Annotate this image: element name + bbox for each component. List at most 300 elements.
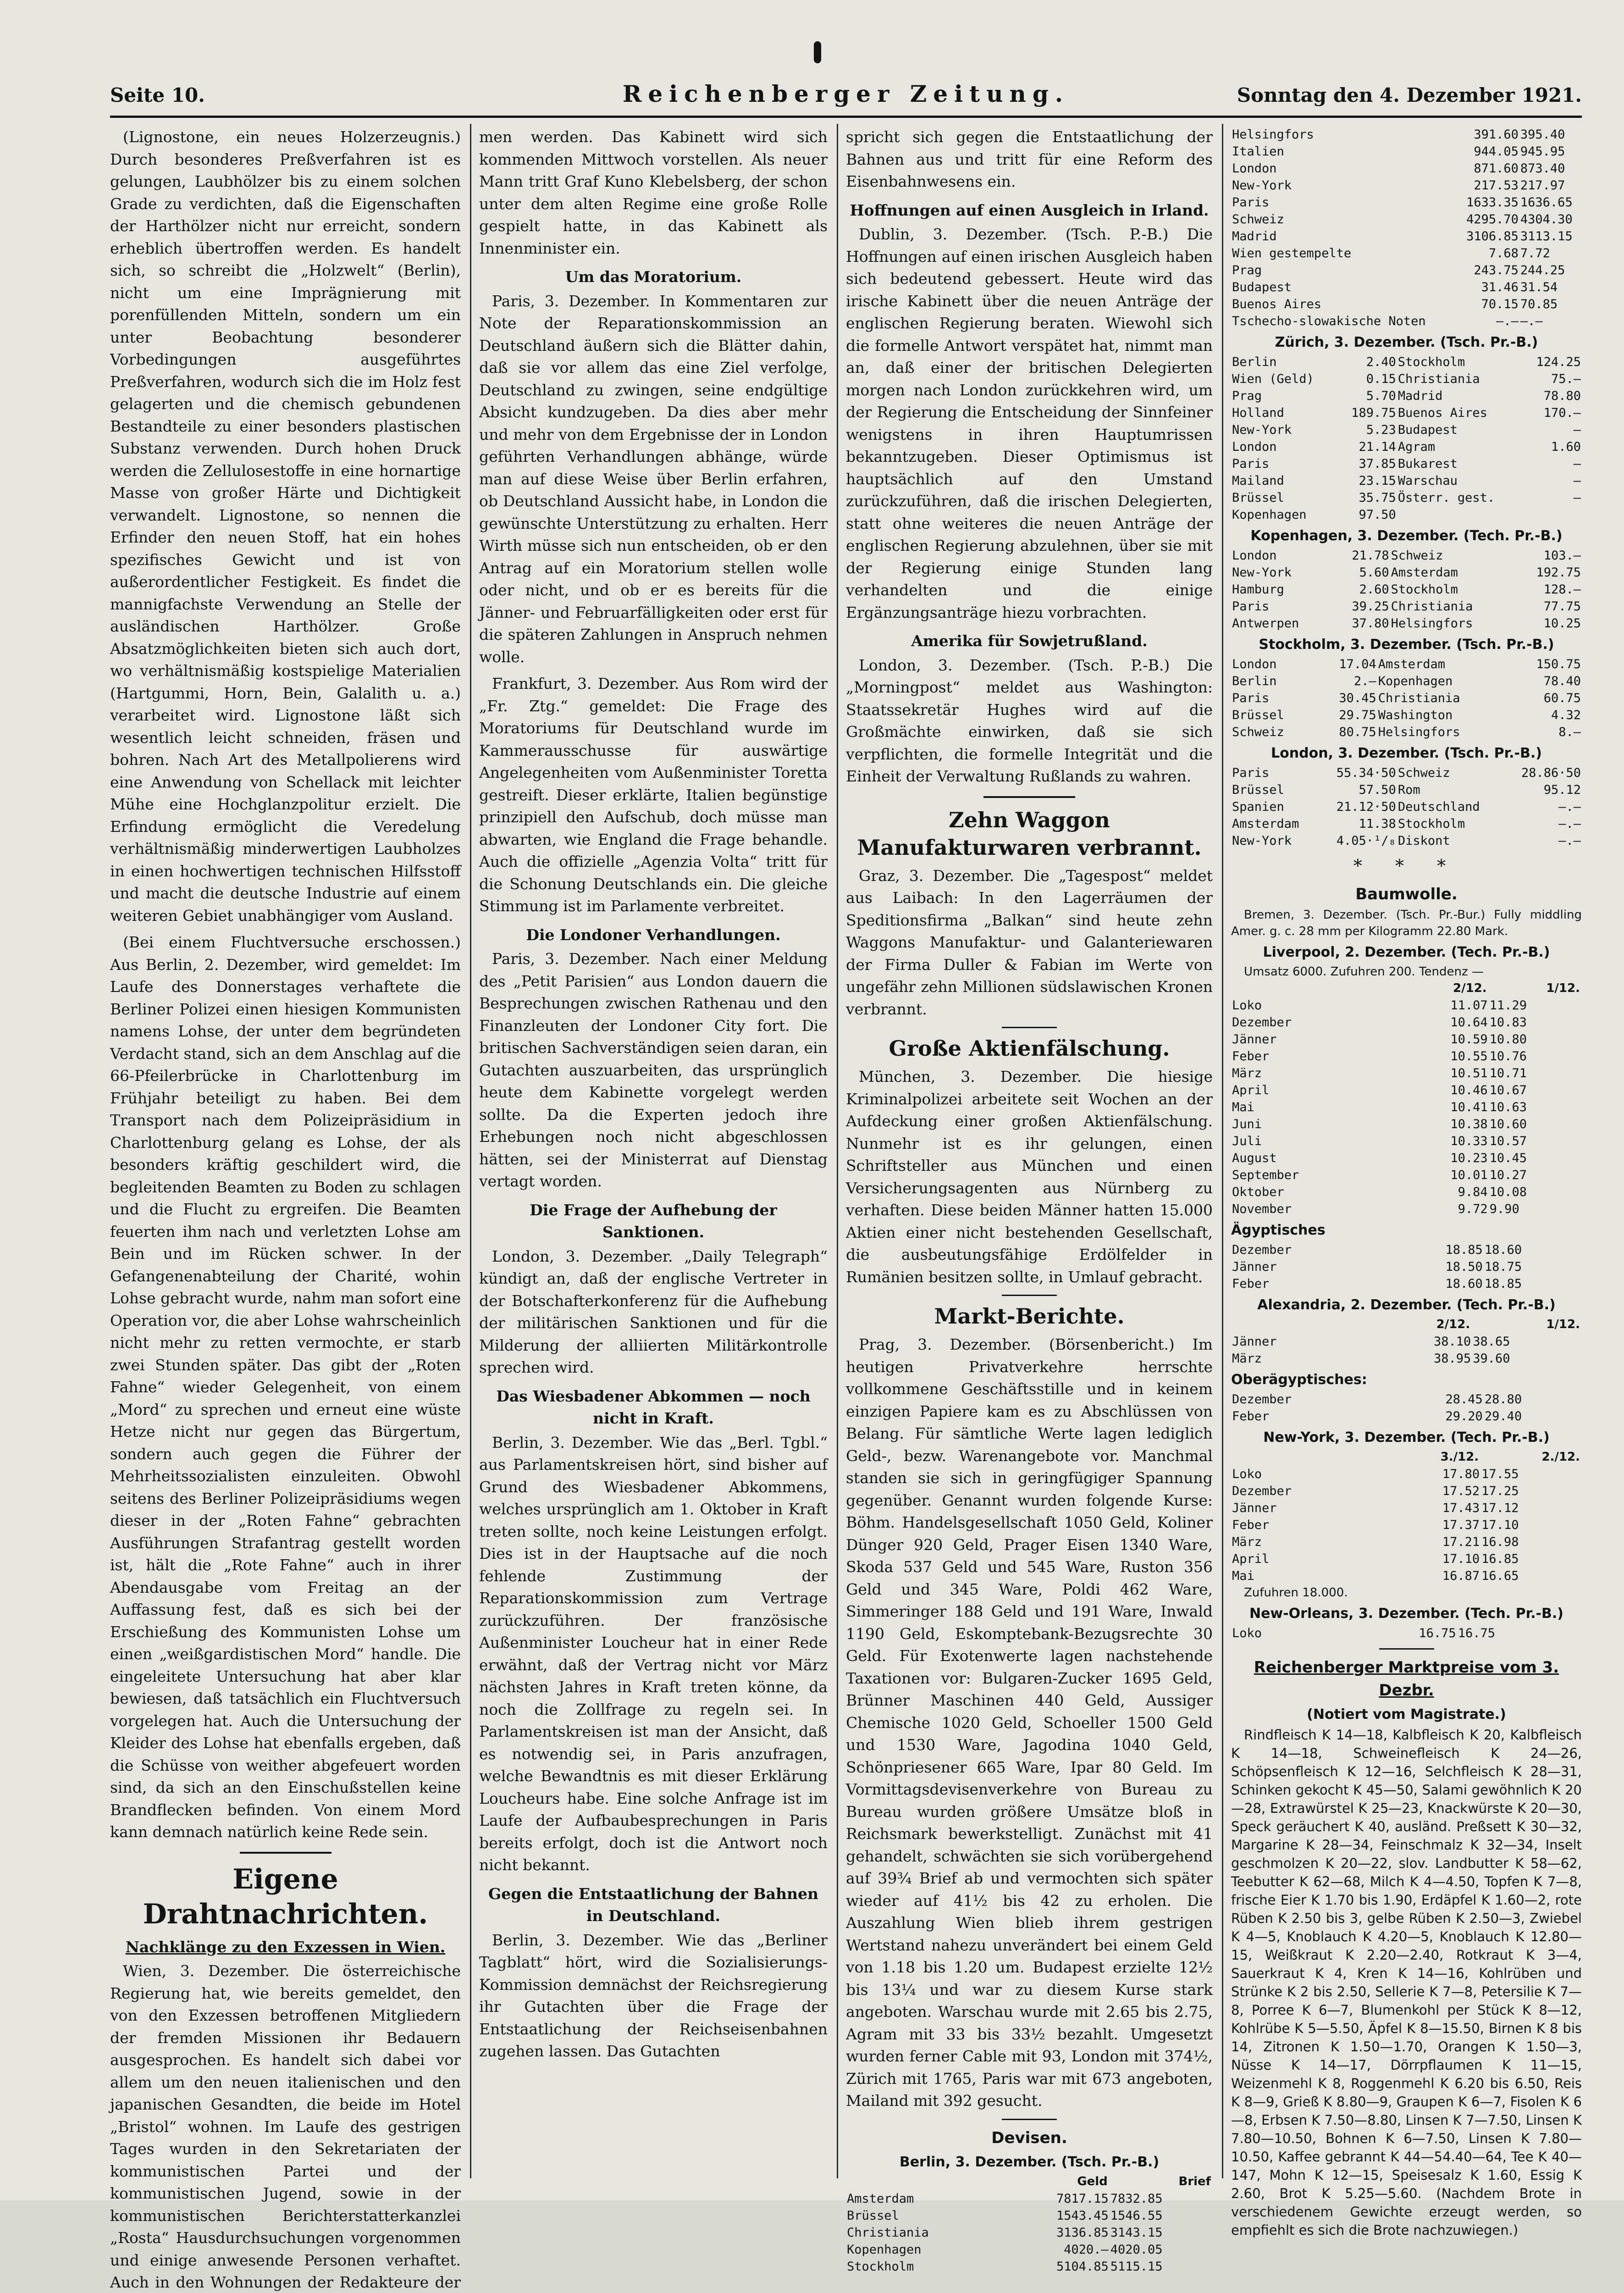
table-row [1231,455,1582,472]
table-header: 2./12. [1541,1450,1580,1464]
table-row [1231,177,1582,194]
table-cell: 16.87 [1442,1568,1480,1583]
table-cell: Agram [1398,440,1436,454]
table-cell: Kopenhagen [1232,508,1307,522]
article-heading: Gegen die Entstaatlichung der Bahnen in Deutschland. [488,1884,818,1925]
table-row [1231,1333,1582,1350]
table-cell: 10.46 [1450,1083,1488,1097]
marktpreise-sub: (Notiert vom Magistrate.) [1307,1706,1506,1723]
table-row [1231,1483,1582,1500]
table-row [1231,228,1582,245]
table-cell: 17.37 [1442,1518,1480,1532]
article-heading: Die Frage der Aufhebung der Sanktionen. [530,1201,777,1241]
table-cell: 4020.— [1064,2242,1109,2257]
table-cell: Feber [1232,1049,1270,1063]
table-row [1231,581,1582,598]
table-cell: 124.25 [1536,355,1581,369]
table-cell: 18.60 [1484,1242,1522,1257]
table-row [1231,656,1582,673]
table-cell: London [1232,548,1277,563]
table-cell: Helsingfors [1232,127,1314,142]
table-row [1231,1099,1582,1116]
table-cell: 9.90 [1489,1202,1519,1216]
table-cell: 217.53 [1474,178,1519,193]
table-cell: Wien (Geld) [1232,372,1314,386]
table-cell: 3106.85 [1466,229,1519,244]
table-cell: 10.59 [1450,1032,1488,1047]
table-cell: Christiania [1398,372,1480,386]
table-cell: Jänner [1232,1259,1277,1274]
table-cell: 11.38 [1359,817,1396,831]
divider [1002,1027,1057,1028]
table-row [1231,388,1582,404]
table-cell: Feber [1232,1276,1270,1291]
table-cell: April [1232,1083,1270,1097]
table-cell: Helsingfors [1391,616,1473,631]
devisen-title: Berlin, 3. Dezember. (Tsch. Pr.-B.) [899,2154,1160,2170]
table-row [1231,832,1582,849]
table-cell: New-York [1232,178,1292,193]
table-cell: 97.50 [1359,508,1396,522]
table-cell: 39.60 [1473,1351,1510,1366]
kopenhagen-table [1231,547,1582,632]
newspaper-title: Reichenberger Zeitung. [622,80,1070,107]
table-row [1231,472,1582,489]
table-cell: August [1232,1151,1277,1165]
table-cell: 871.60 [1474,161,1519,176]
table-cell: 10.71 [1489,1066,1527,1080]
table-cell: Stockholm [847,2259,914,2274]
column-rule [470,124,471,2178]
table-cell: Dezember [1232,1484,1292,1498]
section-heading: Zehn Waggon Manufakturwaren verbrannt. [857,807,1202,860]
table-cell: Budapest [1232,280,1292,294]
table-cell: Jänner [1232,1032,1277,1047]
oberaegyptisches-table [1231,1391,1582,1425]
table-row [1231,1201,1582,1218]
table-cell: 391.60 [1474,127,1519,142]
table-row [1231,564,1582,581]
article-heading: Das Wiesbadener Abkommen — noch nicht in Kraft. [496,1387,811,1427]
table-row [1231,798,1582,815]
table-row [1231,1048,1582,1065]
table-header [846,2173,1006,2190]
table-cell: New-York [1232,834,1292,848]
table-cell: Juni [1232,1117,1262,1131]
table-row [1231,1258,1582,1275]
table-row [1231,262,1582,279]
table-cell: 18.75 [1484,1259,1522,1274]
table-cell: Amsterdam [1391,565,1458,580]
table-cell: Loko [1232,1626,1262,1640]
table-row [1231,1500,1582,1517]
table-cell: Dezember [1232,1015,1292,1030]
column-1 [110,126,461,2291]
article-text: Frankfurt, 3. Dezember. Aus Rom wird der „Fr. Ztg.“ gemeldet: Die Frage des Moratoriums für Deutschland wurde im Kammerausschusse für auswärtige Angelegenheiten vom Außenminister Toretta gestreift. Dieser erklärte, Italien begünstige prinzipiell den Aufschub, doch müsse man abwarten, wie England die Frage behandle. Auch die offizielle „Agenzia Volta“ tritt für die Schonung Deutschlands ein. Die gleiche Stimmung ist im Parlamente verbreitet. [479,675,828,915]
table-row [1231,1534,1582,1551]
table-header: 1/12. [1546,1317,1580,1331]
table-cell: 243.75 [1474,263,1519,277]
table-cell: Spanien [1232,800,1284,814]
table-cell: 3143.15 [1110,2225,1163,2240]
table-row [1231,690,1582,707]
table-cell: 55.34·50 [1336,766,1396,780]
table-cell: Schweiz [1391,548,1443,563]
table-cell: 944.05 [1474,144,1519,159]
table-cell: 1633.35 [1466,195,1519,210]
table-cell: 18.60 [1445,1276,1483,1291]
table-cell: Buenos Aires [1232,297,1322,311]
table-cell: 9.84 [1458,1185,1488,1199]
table-cell: Kopenhagen [847,2242,922,2257]
table-header: 3./12. [1440,1450,1479,1464]
table-cell: 10.67 [1489,1083,1527,1097]
table-cell: Buenos Aires [1398,406,1487,420]
page-header [110,80,1582,112]
table-cell: 170.— [1543,406,1581,420]
table-row [1231,1167,1582,1184]
table-cell: 17.12 [1481,1501,1519,1515]
article-heading: Nachklänge zu den Exzessen in Wien. [125,1938,446,1956]
table-cell: 17.21 [1442,1534,1480,1549]
table-cell: —.— [1496,314,1519,328]
table-header [1231,1316,1362,1333]
table-cell: Christiania [847,2225,929,2240]
divider [1379,1648,1434,1650]
kopenhagen-title: Kopenhagen, 3. Dezember. (Tech. Pr.-B.) [1250,528,1563,544]
table-cell: 16.75 [1458,1626,1495,1640]
table-cell: Christiania [1378,691,1460,705]
column-2 [479,126,828,2176]
liverpool-table [1231,980,1582,1218]
table-cell: Wien gestempelte [1232,246,1352,260]
alexandria-table [1231,1316,1582,1367]
table-cell: Mailand [1232,474,1284,488]
table-row [1231,506,1582,523]
table-header-row [1231,1316,1582,1333]
divider [1002,1295,1057,1296]
table-row [1231,1184,1582,1201]
table-cell: 75.— [1551,372,1581,386]
table-cell: 17.52 [1442,1484,1480,1498]
table-cell: 10.51 [1450,1066,1488,1080]
stockholm-table [1231,656,1582,741]
table-cell: 16.75 [1419,1626,1456,1640]
table-row [1231,724,1582,741]
table-cell: 217.97 [1520,178,1565,193]
table-row [1231,1014,1582,1031]
table-cell: 78.40 [1543,674,1581,688]
column-4 [1231,126,1582,2238]
table-cell: 128.— [1543,582,1581,597]
table-row [1231,1031,1582,1048]
marktpreise-heading: Reichenberger Marktpreise vom 3. Dezbr. [1254,1658,1559,1700]
table-cell: Madrid [1398,389,1443,403]
table-header: Brief [1178,2174,1211,2188]
table-cell: Loko [1232,1467,1262,1481]
table-cell: 95.12 [1543,783,1581,797]
table-cell: 17.10 [1442,1551,1480,1566]
devisen-heading: Devisen. [991,2128,1067,2147]
table-row [1231,781,1582,798]
table-cell: 103.— [1543,548,1581,563]
table-cell: 4295.70 [1466,212,1519,227]
table-cell: 16.98 [1481,1534,1519,1549]
header-rule [110,116,1582,118]
table-cell [1523,506,1582,523]
table-cell: 38.65 [1473,1334,1510,1349]
table-cell: April [1232,1551,1270,1566]
article-text: London, 3. Dezember. (Tsch. P.-B.) Die „Morningpost“ meldet aus Washington: Staatssekretär Hughes wird auf die Großmächte einwirken, daß sie sich verpflichten, die formelle Integrität und die Einheit der Verwaltung Rußlands zu wahren. [846,656,1213,785]
table-header: 1/12. [1546,981,1580,995]
table-row [1231,438,1582,455]
table-cell: Schweiz [1232,725,1284,739]
article-heading: Amerika für Sowjetrußland. [911,632,1148,650]
table-row [1231,143,1582,160]
table-cell: Mai [1232,1100,1254,1114]
table-cell: 192.75 [1536,565,1581,580]
devisen-table [846,2173,1213,2275]
table-cell: —.— [1558,800,1581,814]
table-cell: 18.50 [1445,1259,1483,1274]
table-row [1231,997,1582,1014]
table-cell: 78.80 [1543,389,1581,403]
table-cell: —.— [1558,817,1581,831]
table-cell: Hamburg [1232,582,1284,597]
table-row [1231,313,1582,330]
table-row [846,2224,1213,2241]
article-text: Paris, 3. Dezember. In Kommentaren zur Note der Reparationskommission an Deutschland äußern sich die Blätter dahin, daß sie vor allem das eine Ziel verfolge, Deutschland zu zwingen, seine endgültige Absicht kundzugeben. Da dies aber mehr und mehr von dem Ergebnisse der in London geführten Verhandlungen abhänge, würde man auf diese Weise über Berlin erfahren, ob Deutschland Aussicht habe, in London die gewünschte Unterstützung zu erhalten. Herr Wirth müsse sich nun entscheiden, ob er den Antrag auf ein Moratorium stellen wolle oder nicht, und ob er es bereits für die Jänner- und Februarfälligkeiten oder erst für die späteren Zahlungen in Anspruch nehmen wolle. [479,292,828,666]
table-cell: Helsingfors [1378,725,1460,739]
table-cell: 10.25 [1543,616,1581,631]
table-cell: Feber [1232,1518,1270,1532]
table-cell: März [1232,1351,1262,1366]
table-cell: 4020.05 [1110,2242,1163,2257]
table-cell: 7.68 [1488,246,1519,260]
table-cell: Stockholm [1398,817,1465,831]
table-row [1231,1551,1582,1567]
table-cell: 1636.65 [1520,195,1573,210]
table-cell: 10.63 [1489,1100,1527,1114]
table-cell: 10.55 [1450,1049,1488,1063]
table-cell: London [1232,657,1277,671]
table-row [1231,126,1582,143]
table-cell: 77.75 [1543,599,1581,614]
table-row [1231,489,1582,506]
table-cell: Paris [1232,691,1270,705]
table-cell: Italien [1232,144,1284,159]
table-cell: Tschecho-slowakische Noten [1232,314,1426,328]
table-row [1231,764,1582,781]
table-cell: 17.80 [1442,1467,1480,1481]
article-fluchtversuch: (Bei einem Fluchtversuche erschossen.) Aus Berlin, 2. Dezember, wird gemeldet: Im Laufe des Donnerstages verhaftete die Berliner Polizei einen hiesigen Kommunisten namens Lohse, der unter dem begründeten Verdacht stand, sich an dem Anschlag auf die 66-Pfeilerbrücke in Charlottenburg im Frühjahr beteiligt zu haben. Bei dem Transport nach dem Polizeipräsidium in Charlottenburg gelang es Lohse, der als besonders kräftig geschildert wird, die begleitenden Beamten zu Boden zu schlagen und die Flucht zu ergreifen. Die Beamten feuerten ihm nach und verletzten Lohse am Bein und im Rücken schwer. In der Gefangenenabteilung der Charité, wohin Lohse gebracht wurde, nahm man sofort eine Operation vor, die aber Lohse wahrscheinlich nicht mehr zu retten vermochte, er starb zwei Stunden später. Das gibt der „Roten Fahne“ wieder Gelegenheit, von einem „Mord“ zu sprechen und erneut eine wüste Hetze nicht nur gegen das Bürgertum, sondern auch gegen die Führer der Mehrheitssozialisten einzuleiten. Obwohl seitens des Berliner Polizeipräsidiums wegen dieser in der „Roten Fahne“ gebrachten Ausführungen Strafantrag gestellt worden ist, hält die „Rote Fahne“ auch in ihrer Abendausgabe vom Freitag an der Auffassung fest, daß es sich bei der Erschießung des Kommunisten Lohse um einen „weißgardistischen Mord“ handle. Die eingeleitete Untersuchung hat aber klar bewiesen, daß tatsächlich ein Fluchtversuch vorgelegen hat. Auch die Untersuchung der Kleider des Lohse hat ebenfalls ergeben, daß die Schüsse von weither abgefeuert worden sind, da sich an den Einschußstellen keine Brandflecken befinden. Von einem Mord kann demnach natürlich keine Rede sein. [110,933,461,1841]
table-cell: 4.05·¹/₈ [1336,834,1396,848]
article-text: München, 3. Dezember. Die hiesige Kriminalpolizei arbeitete seit Wochen an der Aufdeckung einer großen Aktienfälschung. Nunmehr ist es ihr gelungen, einen Schriftsteller aus München und einen Versicherungsagenten aus Nürnberg zu verhaften. Diese beiden Männer hatten 15.000 Aktien einer nicht bestehenden Gesellschaft, die ausbeutungsfähige Erdölfelder in Rumänien besitzen sollte, in Umlauf gebracht. [846,1068,1213,1286]
table-cell: 30.45 [1339,691,1376,705]
table-cell: 28.45 [1445,1392,1483,1407]
table-cell: Schweiz [1398,766,1450,780]
table-cell: Paris [1232,599,1270,614]
article-text: Wien, 3. Dezember. Die österreichische Regierung hat, wie bereits gemeldet, den von den Exzessen betroffenen Mitgliedern der fremden Missionen ihr Bedauern ausgesprochen. Es handelt sich dabei vor allem um den neuen italienischen und den japanischen Gesandten, die beide im Hotel „Bristol“ wohnen. Im Laufe des gestrigen Tages wurden in den Sekretariaten der kommunistischen Partei und der kommunistischen Jugend, sowie in der kommunistischen Berichterstatterkanzlei „Rosta“ Hausdurchsuchungen vorgenommen und einige anwesende Personen verhaftet. Auch in den Wohnungen der Redakteure der [110,1962,461,2291]
table-cell: 28.80 [1484,1392,1522,1407]
table-cell: Kopenhagen [1378,674,1453,688]
liverpool-sub: Umsatz 6000. Zufuhren 200. Tendenz — [1244,964,1484,979]
table-cell: 18.85 [1445,1242,1483,1257]
table-cell: 29.20 [1445,1409,1483,1423]
table-cell: 395.40 [1520,127,1565,142]
stars-divider: * * * [1353,856,1460,876]
table-cell: 21.14 [1359,440,1396,454]
table-header-row [1231,980,1582,997]
table-cell: 28.86·50 [1521,766,1581,780]
table-row [1231,211,1582,228]
table-cell: Dezember [1232,1242,1292,1257]
table-row [1231,1116,1582,1133]
table-cell: 29.75 [1339,708,1376,722]
table-header: 2/12. [1453,981,1487,995]
section-heading: Eigene Drahtnachrichten. [143,1863,428,1930]
table-row [846,2258,1213,2275]
table-cell: Paris [1232,457,1270,471]
issue-date: Sonntag den 4. Dezember 1921. [1237,84,1582,106]
table-cell: 10.01 [1450,1168,1488,1182]
article-text: Graz, 3. Dezember. Die „Tagespost“ meldet aus Laibach: In den Lagerräumen der Speditionsfirma „Balkan“ sind heute zehn Waggons Manufaktur- und Galanteriewaren der Firma Duller & Fabian im Werte von ungefähr zehn Millionen südslawischen Kronen verbrannt. [846,866,1213,1018]
table-cell: 3136.85 [1056,2225,1109,2240]
divider [983,796,1075,798]
table-cell: 31.54 [1520,280,1558,294]
table-cell: 17.25 [1481,1484,1519,1498]
table-cell: Holland [1232,406,1284,420]
article-heading: Hoffnungen auf einen Ausgleich in Irland. [850,201,1209,219]
table-cell: Prag [1232,263,1262,277]
table-cell: 10.38 [1450,1117,1488,1131]
table-cell: 16.65 [1481,1568,1519,1583]
article-text: Berlin, 3. Dezember. Wie das „Berliner Tagblatt“ hört, wird die Sozialisierungs-Kommission demnächst der Reichsregierung ihr Gutachten über die Frage der Entstaatlichung der Reichseisenbahnen zugehen lassen. Das Gutachten [479,1931,828,2060]
table-row [1231,371,1582,388]
table-cell: 7832.85 [1110,2191,1163,2206]
table-header [1231,980,1395,997]
table-cell: März [1232,1066,1262,1080]
table-row [1231,1408,1582,1425]
table-cell: 1543.45 [1056,2208,1109,2223]
page-number: Seite 10. [110,84,205,106]
table-cell: 10.57 [1489,1134,1527,1148]
article-heading: Um das Moratorium. [565,268,742,286]
table-row [1231,1082,1582,1099]
article-text: London, 3. Dezember. „Daily Telegraph“ kündigt an, daß der englische Vertreter in der Botschafterkonferenz für die Aufhebung der militärischen Sanktionen und für die Milderung der alliierten Militärkontrolle sprechen wird. [479,1247,828,1376]
table-cell: 873.40 [1520,161,1565,176]
table-cell: Amsterdam [1378,657,1445,671]
table-cell: 10.41 [1450,1100,1488,1114]
table-cell: 5115.15 [1110,2259,1163,2274]
table-cell: Berlin [1232,674,1277,688]
table-row [1231,1150,1582,1167]
table-cell: 10.80 [1489,1032,1527,1047]
table-cell: Brüssel [1232,708,1284,722]
article-text: Paris, 3. Dezember. Nach einer Meldung des „Petit Parisien“ aus London dauern die Besprechungen zwischen Rathenau und den Finanzleuten der Londoner City fort. Die britischen Sachverständigen seien daran, ein Gutachten auszuarbeiten, das ursprünglich heute dem Kabinette vorgelegt werden sollte. Da die Experten jedoch ihre Erhebungen noch nicht abgeschlossen hätten, sei der Ministerrat auf Dienstag vertagt worden. [479,950,828,1190]
table-cell: Stockholm [1398,355,1465,369]
baumwolle-heading: Baumwolle. [1355,885,1458,903]
table-cell: 945.95 [1520,144,1565,159]
table-cell: 39.25 [1352,599,1389,614]
table-cell: Amsterdam [1232,817,1299,831]
table-row [1231,1275,1582,1292]
table-cell: Oktober [1232,1185,1284,1199]
table-row [1231,1391,1582,1408]
table-header-row [1231,1449,1582,1466]
oberaegyptisches-title: Oberägyptisches: [1231,1371,1367,1388]
newyork-table [1231,1449,1582,1584]
table-cell: 2.60 [1359,582,1389,597]
table-cell: — [1573,474,1581,488]
table-cell: 70.85 [1520,297,1558,311]
table-cell: London [1232,440,1277,454]
table-cell: Brüssel [847,2208,899,2223]
table-cell: — [1573,491,1581,505]
ink-mark [814,41,821,63]
table-cell: Schweiz [1232,212,1284,227]
table-cell: 11.29 [1489,998,1527,1013]
table-cell: Brüssel [1232,491,1284,505]
table-cell: 5.70 [1366,389,1396,403]
table-cell: —.— [1558,834,1581,848]
table-row [1231,279,1582,296]
aegyptisches-title: Ägyptisches [1231,1222,1326,1238]
table-cell: Dezember [1232,1392,1292,1407]
table-cell: 1546.55 [1110,2208,1163,2223]
table-cell: Amsterdam [847,2191,914,2206]
table-cell: 17.10 [1481,1518,1519,1532]
table-row [1231,404,1582,421]
table-cell: Deutschland [1398,800,1480,814]
table-cell: November [1232,1202,1292,1216]
table-cell: Jänner [1232,1501,1277,1515]
table-cell: Paris [1232,766,1270,780]
table-row [1231,296,1582,313]
table-cell: Rom [1398,783,1420,797]
zurich-title: Zürich, 3. Dezember. (Tsch. Pr.-B.) [1275,334,1538,350]
article-text: men werden. Das Kabinett wird sich kommenden Mittwoch vorstellen. Als neuer Mann tritt Graf Kuno Klebelsberg, der schon unter dem alten Regime eine große Rolle gespielt hatte, in das Kabinett als Innenminister ein. [479,128,828,257]
liverpool-title: Liverpool, 2. Dezember. (Tech. Pr.-B.) [1263,944,1550,960]
table-row [1231,245,1582,262]
table-cell [1397,506,1523,523]
table-cell: 17.55 [1481,1467,1519,1481]
table-cell: 189.75 [1351,406,1396,420]
table-row [1231,1517,1582,1534]
table-cell: 4.32 [1551,708,1581,722]
table-cell: 10.23 [1450,1151,1488,1165]
table-cell: März [1232,1534,1262,1549]
aegyptisches-table [1231,1241,1582,1292]
table-cell: 3113.15 [1520,229,1573,244]
table-cell: 21.12·50 [1336,800,1396,814]
table-row [846,2190,1213,2207]
neworleans-title: New-Orleans, 3. Dezember. (Tech. Pr.-B.) [1249,1605,1563,1622]
table-cell: 35.75 [1359,491,1396,505]
section-heading: Große Aktienfälschung. [889,1036,1170,1061]
column-rule [1222,124,1223,2178]
article-text: Prag, 3. Dezember. (Börsenbericht.) Im heutigen Privatverkehre herrschte vollkommene Geschäftsstille und in keinem einzigen Papiere kam es zu Abschlüssen von Belang. Für sämtliche Werte lagen lediglich Geld-, bezw. Warenangebote vor. Manchmal standen sie sich in geringfügiger Spannung gegenüber. Genannt wurden folgende Kurse: Böhm. Handelsgesellschaft 1050 Geld, Koliner Dünger 920 Geld, Prager Eisen 1340 Ware, Skoda 537 Geld und 545 Ware, Ruston 356 Geld und 345 Ware, Poldi 462 Ware, Simmeringer 188 Geld und 191 Ware, Inwald 1190 Geld, Eskomptebank-Bezugsrechte 30 Geld. Für Exotenwerte lagen nachstehende Taxationen vor: Bulgaren-Zucker 1695 Geld, Brünner Maschinen 440 Geld, Aussiger Chemische 1020 Geld, Schoeller 1500 Geld und 1530 Ware, Jagodina 1040 Geld, Schönpriesener 665 Ware, Ipar 80 Geld. Im Vormittagsdevisenverkehre von Bureau zu Bureau wurden größere Umsätze bloß in Reichsmark bewerkstelligt. Zunächst mit 41 gehandelt, schwächten sie sich vorübergehend auf 39¾ Brief ab und vermochten sich später wieder auf 41½ bis 42 zu erholen. Die Auszahlung Wien blieb ihrem gestrigen Wertstand nahezu unverändert bei einem Geld von 1.18 bis 1.20 um. Budapest erzielte 12½ bis 13¼ und war zu diesem Kurse stark angeboten. Warschau wurde mit 2.65 bis 2.75, Agram mit 33 bis 33½ bezahlt. Umgesetzt wurden ferner Cable mit 93, London mit 374½, Zürich mit 1765, Paris war mit 673 angeboten, Mailand mit 392 gesucht. [846,1335,1213,2110]
table-row [1231,547,1582,564]
table-cell: 16.85 [1481,1551,1519,1566]
column-rule [837,124,838,2178]
divider [1002,2119,1057,2120]
table-row [1231,160,1582,177]
table-row [1231,815,1582,832]
london-table [1231,764,1582,849]
table-cell: Prag [1232,389,1262,403]
table-row [1231,1466,1582,1483]
